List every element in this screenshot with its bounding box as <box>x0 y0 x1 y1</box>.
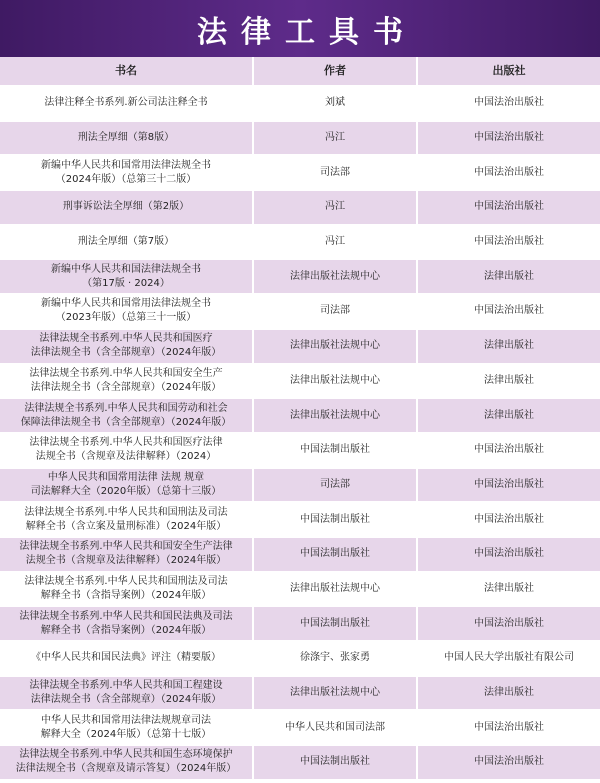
author-cell: 刘斌 <box>254 87 418 120</box>
publisher-cell: 中国人民大学出版社有限公司 <box>444 652 574 664</box>
table-row <box>0 156 600 191</box>
publisher-cell: 中国法治出版社 <box>474 617 544 629</box>
publisher-cell: 法律出版社 <box>484 270 534 282</box>
author-cell: 法律出版社法规中心 <box>254 365 418 398</box>
book-title-cell: 法律法规全书系列.中华人民共和国刑法及司法 解释全书（含立案及量刑标准）（2024年版） <box>0 503 254 536</box>
table-row <box>0 260 600 295</box>
table-row <box>0 122 600 157</box>
author-cell: 法律出版社法规中心 <box>254 330 418 363</box>
publisher-cell: 中国法治出版社 <box>474 444 544 456</box>
publisher-cell: 法律出版社 <box>484 409 534 421</box>
header-author: 作者 <box>254 57 418 85</box>
author-cell: 司法部 <box>254 469 418 502</box>
table-row <box>0 330 600 365</box>
book-title-cell: 新编中华人民共和国常用法律法规全书 （2023年版）（总第三十一版） <box>0 295 254 328</box>
author-cell: 法律出版社法规中心 <box>254 573 418 606</box>
table-body <box>0 87 600 781</box>
header-title: 书名 <box>0 57 254 85</box>
book-title-cell: 新编中华人民共和国常用法律法规全书 （2024年版）（总第三十二版） <box>0 156 254 189</box>
table-row <box>0 573 600 608</box>
table-row <box>0 469 600 504</box>
author-cell: 中国法制出版社 <box>254 538 418 571</box>
page-title: 法律工具书 <box>197 14 417 50</box>
table-row <box>0 365 600 400</box>
publisher-cell: 中国法治出版社 <box>474 236 544 248</box>
table-header-row <box>0 57 600 87</box>
book-title-cell: 法律法规全书系列.中华人民共和国生态环境保护 法律法规全书（含规章及请示答复）（2024年版） <box>0 746 254 779</box>
table-row <box>0 434 600 469</box>
author-cell: 法律出版社法规中心 <box>254 677 418 710</box>
table-row <box>0 399 600 434</box>
book-title-cell: 法律法规全书系列.中华人民共和国安全生产法律 法规全书（含规章及法律解释）（2024年版） <box>0 538 254 571</box>
publisher-cell: 中国法治出版社 <box>474 97 544 109</box>
publisher-cell: 法律出版社 <box>484 340 534 352</box>
book-title-cell: 法律法规全书系列.中华人民共和国刑法及司法 解释全书（含指导案例）（2024年版） <box>0 573 254 606</box>
table-row <box>0 191 600 226</box>
book-title-cell: 中华人民共和国常用法律 法规 规章 司法解释大全（2020年版）（总第十三版） <box>0 469 254 502</box>
book-table <box>0 57 600 781</box>
book-title-cell: 法律注释全书系列.新公司法注释全书 <box>0 87 254 120</box>
book-title-cell: 中华人民共和国常用法律法规规章司法 解释大全（2024年版）（总第十七版） <box>0 711 254 744</box>
book-title-cell: 刑法全厚细（第7版） <box>0 226 254 259</box>
book-title-cell: 法律法规全书系列.中华人民共和国安全生产 法律法规全书（含全部规章）（2024年版） <box>0 365 254 398</box>
book-title-cell: 法律法规全书系列.中华人民共和国医疗 法律法规全书（含全部规章）（2024年版） <box>0 330 254 363</box>
book-title-cell: 法律法规全书系列.中华人民共和国劳动和社会 保障法律法规全书（含全部规章）（2024年版） <box>0 399 254 432</box>
table-row <box>0 711 600 746</box>
publisher-cell: 法律出版社 <box>484 687 534 699</box>
table-row <box>0 746 600 781</box>
table-row <box>0 503 600 538</box>
author-cell: 司法部 <box>254 156 418 189</box>
author-cell: 法律出版社法规中心 <box>254 399 418 432</box>
author-cell: 中华人民共和国司法部 <box>254 711 418 744</box>
table-row <box>0 87 600 122</box>
table-row <box>0 295 600 330</box>
author-cell: 冯江 <box>254 226 418 259</box>
publisher-cell: 法律出版社 <box>484 582 534 594</box>
author-cell: 中国法制出版社 <box>254 607 418 640</box>
book-title-cell: 刑事诉讼法全厚细（第2版） <box>0 191 254 224</box>
publisher-cell: 中国法治出版社 <box>474 305 544 317</box>
author-cell: 司法部 <box>254 295 418 328</box>
author-cell: 中国法制出版社 <box>254 746 418 779</box>
publisher-cell: 中国法治出版社 <box>474 132 544 144</box>
author-cell: 冯江 <box>254 191 418 224</box>
author-cell: 冯江 <box>254 122 418 155</box>
table-row <box>0 538 600 573</box>
author-cell: 徐涤宇、张家勇 <box>254 642 418 675</box>
book-title-cell: 法律法规全书系列.中华人民共和国工程建设 法律法规全书（含全部规章）（2024年版） <box>0 677 254 710</box>
publisher-cell: 中国法治出版社 <box>474 548 544 560</box>
book-title-cell: 《中华人民共和国民法典》评注（精要版） <box>0 642 254 675</box>
book-title-cell: 法律法规全书系列.中华人民共和国医疗法律 法规全书（含规章及法律解释）（2024） <box>0 434 254 467</box>
title-banner <box>0 0 600 57</box>
table-row <box>0 226 600 261</box>
header-publisher: 出版社 <box>492 64 526 77</box>
book-title-cell: 法律法规全书系列.中华人民共和国民法典及司法 解释全书（含指导案例）（2024年版） <box>0 607 254 640</box>
table-row <box>0 642 600 677</box>
publisher-cell: 中国法治出版社 <box>474 513 544 525</box>
publisher-cell: 中国法治出版社 <box>474 478 544 490</box>
table-row <box>0 607 600 642</box>
table-row <box>0 677 600 712</box>
publisher-cell: 中国法治出版社 <box>474 756 544 768</box>
book-title-cell: 新编中华人民共和国法律法规全书 （第17版 · 2024） <box>0 260 254 293</box>
publisher-cell: 中国法治出版社 <box>474 201 544 213</box>
author-cell: 中国法制出版社 <box>254 503 418 536</box>
author-cell: 法律出版社法规中心 <box>254 260 418 293</box>
author-cell: 中国法制出版社 <box>254 434 418 467</box>
book-title-cell: 刑法全厚细（第8版） <box>0 122 254 155</box>
publisher-cell: 中国法治出版社 <box>474 721 544 733</box>
publisher-cell: 法律出版社 <box>484 374 534 386</box>
publisher-cell: 中国法治出版社 <box>474 166 544 178</box>
